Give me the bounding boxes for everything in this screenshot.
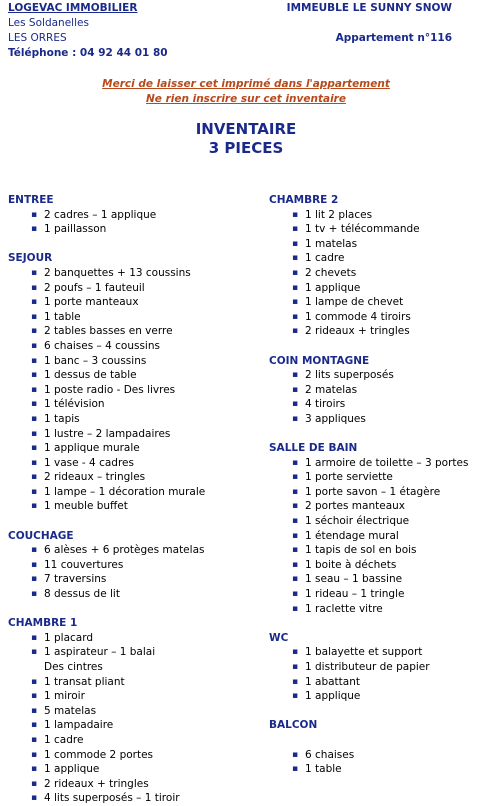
item-text: 1 porte savon – 1 étagère	[305, 485, 441, 498]
item-text: 1 poste radio - Des livres	[44, 383, 176, 396]
item-text: 2 rideaux + tringles	[305, 325, 410, 338]
list-item	[8, 470, 248, 485]
bullet-icon: ▪	[292, 647, 299, 658]
bullet-icon: ▪	[31, 778, 38, 789]
item-list	[269, 645, 489, 703]
list-item	[269, 470, 489, 485]
list-item	[8, 645, 248, 660]
item-text: 1 placard	[44, 631, 94, 644]
bullet-icon: ▪	[292, 691, 299, 702]
list-item	[269, 689, 489, 704]
bullet-icon: ▪	[31, 428, 38, 439]
item-text: 1 commode 2 portes	[44, 748, 154, 761]
item-list	[8, 631, 248, 806]
item-list	[269, 456, 489, 617]
apartment-number: Appartement n°116	[335, 32, 452, 44]
item-text: 1 porte serviette	[305, 471, 393, 484]
bullet-icon: ▪	[31, 311, 38, 322]
bullet-icon: ▪	[292, 209, 299, 220]
section-spacer	[269, 427, 489, 442]
section-spacer	[8, 237, 248, 252]
section-spacer	[8, 602, 248, 617]
list-item	[8, 310, 248, 325]
bullet-icon: ▪	[292, 603, 299, 614]
list-item	[269, 587, 489, 602]
item-text: 2 portes manteaux	[305, 500, 406, 513]
item-text: 1 paillasson	[44, 223, 107, 236]
bullet-icon: ▪	[292, 516, 299, 527]
list-item	[8, 427, 248, 442]
list-item	[8, 587, 248, 602]
bullet-icon: ▪	[292, 749, 299, 760]
list-item	[8, 222, 248, 237]
bullet-icon: ▪	[292, 413, 299, 424]
item-text: 1 lit 2 places	[305, 208, 373, 221]
list-item	[8, 733, 248, 748]
list-item	[8, 412, 248, 427]
item-text: 1 lustre – 2 lampadaires	[44, 427, 171, 440]
bullet-icon: ▪	[31, 632, 38, 643]
list-item	[8, 295, 248, 310]
bullet-icon: ▪	[31, 399, 38, 410]
item-text: 1 abattant	[305, 675, 360, 688]
item-text: 8 dessus de lit	[44, 588, 120, 601]
item-text: 2 matelas	[305, 383, 358, 396]
item-text: 1 table	[44, 310, 81, 323]
bullet-icon: ▪	[292, 486, 299, 497]
list-item	[8, 499, 248, 514]
item-text: 11 couvertures	[44, 558, 124, 571]
list-item	[269, 397, 489, 412]
item-text: 1 distributeur de papier	[305, 661, 430, 673]
list-item	[269, 295, 489, 310]
bullet-icon: ▪	[292, 311, 299, 322]
section-title: SALLE DE BAIN	[269, 442, 358, 455]
item-text: 2 chevets	[305, 266, 357, 279]
item-text: 4 lits superposés – 1 tiroir	[44, 792, 180, 805]
bullet-icon: ▪	[292, 545, 299, 556]
item-list	[8, 208, 248, 237]
bullet-icon: ▪	[31, 589, 38, 600]
item-text: 7 traversins	[44, 573, 107, 586]
building-name: IMMEUBLE LE SUNNY SNOW	[286, 2, 452, 14]
item-text: 2 rideaux – tringles	[44, 471, 146, 484]
item-text: 1 meuble buffet	[44, 500, 128, 513]
item-text: 1 porte manteaux	[44, 296, 139, 309]
list-item	[269, 310, 489, 325]
list-item	[269, 645, 489, 660]
item-text: 2 rideaux + tringles	[44, 777, 149, 790]
bullet-icon: ▪	[31, 486, 38, 497]
bullet-icon: ▪	[31, 413, 38, 424]
bullet-icon: ▪	[292, 370, 299, 381]
item-text: 1 applique murale	[44, 442, 140, 455]
bullet-icon: ▪	[292, 530, 299, 541]
list-item	[8, 383, 248, 398]
bullet-icon: ▪	[292, 457, 299, 468]
bullet-icon: ▪	[31, 384, 38, 395]
section-spacer	[269, 616, 489, 631]
list-item	[269, 762, 489, 777]
list-item	[269, 558, 489, 573]
item-text: 1 tapis	[44, 412, 80, 425]
list-item	[8, 324, 248, 339]
item-text: 2 poufs – 1 fauteuil	[44, 281, 145, 294]
left-column	[8, 193, 248, 806]
bullet-icon: ▪	[31, 691, 38, 702]
list-item	[8, 441, 248, 456]
bullet-icon: ▪	[31, 734, 38, 745]
bullet-icon: ▪	[292, 662, 299, 672]
item-text: 1 lampe de chevet	[305, 296, 404, 309]
item-text: 1 matelas	[305, 237, 358, 250]
item-text: 1 tapis de sol en bois	[305, 544, 417, 557]
list-item	[269, 660, 489, 675]
bullet-icon: ▪	[292, 384, 299, 395]
right-column	[269, 193, 489, 777]
item-text: 1 télévision	[44, 398, 105, 411]
item-text: 1 table	[305, 763, 342, 776]
bullet-icon: ▪	[31, 501, 38, 512]
list-item	[8, 748, 248, 763]
list-item	[269, 266, 489, 281]
item-list	[8, 266, 248, 514]
notice-line-1: Merci de laisser cet imprimé dans l'appartement	[102, 78, 390, 90]
item-text: 1 applique	[305, 690, 361, 703]
section-title: BALCON	[269, 719, 318, 732]
list-item	[8, 558, 248, 573]
list-item	[269, 748, 489, 763]
section-spacer	[269, 704, 489, 719]
agency-block	[8, 1, 168, 61]
list-item	[8, 718, 248, 733]
bullet-icon: ▪	[31, 457, 38, 468]
list-item	[269, 514, 489, 529]
bullet-icon: ▪	[31, 267, 38, 278]
list-item	[8, 660, 248, 675]
bullet-icon: ▪	[31, 559, 38, 570]
bullet-icon: ▪	[292, 253, 299, 264]
list-item	[8, 485, 248, 500]
list-item	[269, 485, 489, 500]
section-title: CHAMBRE 2	[269, 194, 339, 206]
item-text: 1 seau – 1 bassine	[305, 573, 403, 586]
bullet-icon: ▪	[31, 472, 38, 483]
bullet-icon: ▪	[31, 764, 38, 775]
bullet-icon: ▪	[31, 224, 38, 235]
bullet-icon: ▪	[292, 764, 299, 775]
item-text: 2 lits superposés	[305, 369, 394, 382]
list-item	[269, 281, 489, 296]
bullet-icon: ▪	[292, 297, 299, 308]
item-text: 2 banquettes + 13 coussins	[44, 266, 191, 279]
bullet-icon: ▪	[292, 399, 299, 410]
bullet-icon: ▪	[31, 793, 38, 804]
item-text: 1 cadre	[305, 252, 345, 265]
item-text: 1 cadre	[44, 733, 84, 746]
item-text: 1 banc – 3 coussins	[44, 354, 147, 367]
list-item	[8, 777, 248, 792]
item-text: 1 tv + télécommande	[305, 223, 420, 236]
bullet-icon: ▪	[292, 267, 299, 278]
bullet-icon: ▪	[31, 370, 38, 381]
bullet-icon: ▪	[31, 297, 38, 308]
bullet-icon: ▪	[292, 282, 299, 293]
bullet-icon: ▪	[31, 545, 38, 556]
section-title: COIN MONTAGNE	[269, 354, 370, 367]
item-text: 1 lampadaire	[44, 719, 114, 732]
item-text: 6 alèses + 6 protèges matelas	[44, 544, 205, 557]
bullet-icon: ▪	[292, 326, 299, 337]
list-item	[269, 543, 489, 558]
section-title: SEJOUR	[8, 252, 53, 265]
item-text: Des cintres	[44, 661, 103, 673]
phone-number: Téléphone : 04 92 44 01 80	[8, 47, 168, 59]
agency-name: LOGEVAC IMMOBILIER	[8, 2, 138, 14]
list-item	[8, 791, 248, 806]
list-item	[269, 222, 489, 237]
bullet-icon: ▪	[292, 472, 299, 483]
bullet-icon: ▪	[292, 501, 299, 512]
item-text: 1 miroir	[44, 690, 85, 703]
bullet-icon: ▪	[31, 355, 38, 366]
item-text: 1 commode 4 tiroirs	[305, 310, 411, 323]
item-text: 1 dessus de table	[44, 369, 137, 382]
list-item	[8, 704, 248, 719]
list-item	[269, 368, 489, 383]
item-text: 3 appliques	[305, 412, 366, 425]
bullet-icon: ▪	[31, 282, 38, 293]
item-text: 1 applique	[305, 281, 361, 294]
list-item	[8, 689, 248, 704]
bullet-icon: ▪	[31, 443, 38, 454]
address-line-2: LES ORRES	[8, 32, 67, 44]
title-line-2: 3 PIECES	[208, 139, 284, 157]
item-text: 1 aspirateur – 1 balai	[44, 646, 156, 659]
item-text: 1 boite à déchets	[305, 558, 397, 571]
item-text: 1 rideau – 1 tringle	[305, 588, 405, 601]
list-item	[8, 266, 248, 281]
bullet-icon: ▪	[31, 326, 38, 337]
bullet-icon: ▪	[292, 676, 299, 687]
list-item	[8, 354, 248, 369]
list-item	[269, 237, 489, 252]
section-spacer	[269, 339, 489, 354]
bullet-icon: ▪	[292, 574, 299, 585]
section-spacer	[269, 733, 489, 748]
title-line-1: INVENTAIRE	[195, 120, 297, 138]
list-item	[8, 543, 248, 558]
list-item	[8, 208, 248, 223]
list-item	[269, 529, 489, 544]
list-item	[269, 324, 489, 339]
item-list	[8, 543, 248, 601]
document-title	[0, 120, 492, 158]
list-item	[8, 339, 248, 354]
bullet-icon: ▪	[292, 238, 299, 249]
list-item	[269, 251, 489, 266]
list-item	[8, 762, 248, 777]
bullet-icon: ▪	[31, 720, 38, 731]
list-item	[269, 675, 489, 690]
item-text: 1 balayette et support	[305, 646, 423, 659]
list-item	[269, 572, 489, 587]
bullet-icon: ▪	[31, 676, 38, 687]
list-item	[269, 499, 489, 514]
address-line-1: Les Soldanelles	[8, 17, 89, 29]
bullet-icon: ▪	[31, 209, 38, 220]
bullet-icon: ▪	[31, 749, 38, 760]
bullet-icon: ▪	[31, 705, 38, 716]
item-text: 1 transat pliant	[44, 675, 125, 688]
item-list	[269, 208, 489, 339]
section-title: COUCHAGE	[8, 529, 74, 542]
section-title: ENTREE	[8, 194, 54, 206]
list-item	[8, 456, 248, 471]
item-text: 1 étendage mural	[305, 529, 399, 542]
item-text: 1 séchoir électrique	[305, 515, 410, 528]
item-text: 1 raclette vitre	[305, 602, 383, 615]
item-text: 1 lampe – 1 décoration murale	[44, 485, 206, 498]
item-text: 1 vase - 4 cadres	[44, 456, 134, 469]
item-text: 2 cadres – 1 applique	[44, 208, 157, 221]
item-text: 2 tables basses en verre	[44, 325, 173, 338]
list-item	[8, 397, 248, 412]
list-item	[8, 572, 248, 587]
section-title: CHAMBRE 1	[8, 617, 78, 630]
property-block	[287, 1, 452, 46]
bullet-icon: ▪	[292, 589, 299, 600]
list-item	[269, 602, 489, 617]
list-item	[8, 675, 248, 690]
list-item	[8, 281, 248, 296]
list-item	[269, 456, 489, 471]
notice	[0, 77, 492, 107]
item-text: 6 chaises – 4 coussins	[44, 339, 160, 352]
item-text: 4 tiroirs	[305, 398, 346, 411]
section-title: WC	[269, 631, 289, 644]
bullet-icon: ▪	[31, 574, 38, 585]
item-text: 1 armoire de toilette – 3 portes	[305, 456, 469, 469]
bullet-icon: ▪	[292, 224, 299, 235]
list-item	[8, 631, 248, 646]
list-item	[269, 412, 489, 427]
section-spacer	[8, 514, 248, 529]
list-item	[269, 208, 489, 223]
item-list	[269, 748, 489, 777]
item-text: 1 applique	[44, 763, 100, 776]
notice-line-2: Ne rien inscrire sur cet inventaire	[146, 93, 346, 105]
bullet-icon: ▪	[31, 647, 38, 658]
bullet-icon: ▪	[31, 340, 38, 351]
item-text: 5 matelas	[44, 704, 97, 717]
bullet-icon: ▪	[292, 559, 299, 570]
item-text: 6 chaises	[305, 748, 355, 761]
list-item	[269, 383, 489, 398]
item-list	[269, 368, 489, 426]
list-item	[8, 368, 248, 383]
